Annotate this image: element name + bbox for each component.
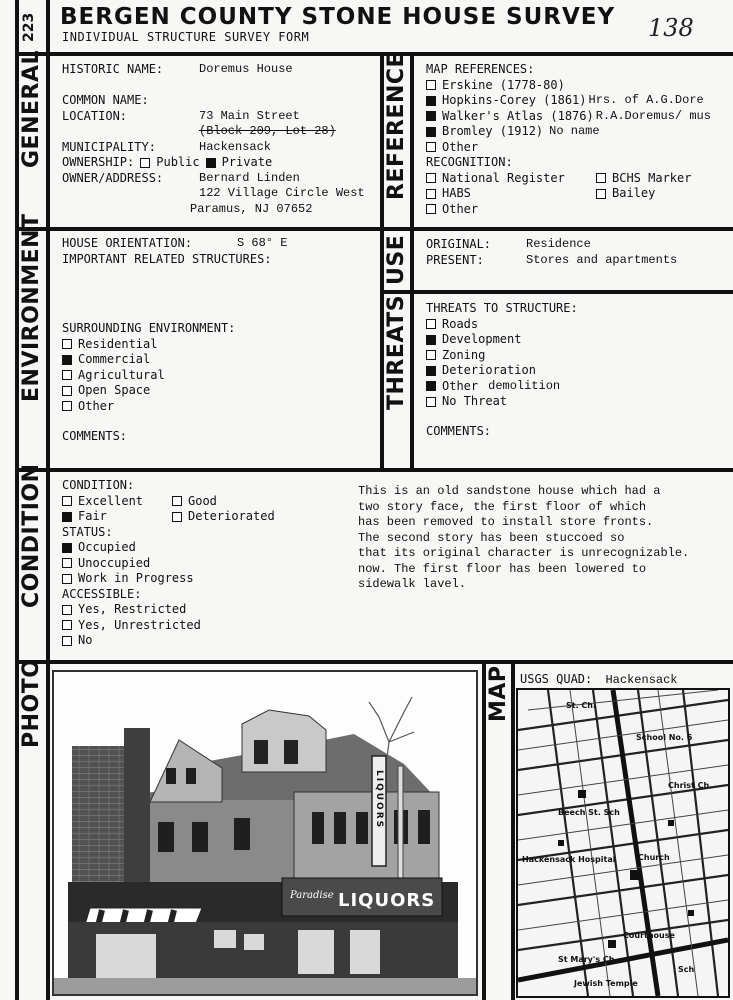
handwritten-number: 138 bbox=[648, 14, 694, 42]
map-label: Church bbox=[638, 853, 670, 862]
map-references-list bbox=[426, 78, 731, 156]
accessible-option: Yes, Restricted bbox=[78, 602, 187, 616]
status-option: Work in Progress bbox=[78, 571, 194, 585]
related-structures-label: IMPORTANT RELATED STRUCTURES: bbox=[62, 251, 272, 266]
section-label-use: USE bbox=[384, 234, 409, 285]
condition-label: CONDITION: bbox=[62, 478, 135, 492]
map-label: Hackensack Hospital bbox=[522, 855, 616, 864]
section-label-general: GENERAL bbox=[19, 49, 44, 168]
section-label-environment: ENVIRONMENT bbox=[19, 213, 44, 402]
municipality-label: MUNICIPALITY: bbox=[62, 139, 156, 154]
env-checkbox[interactable] bbox=[62, 401, 72, 411]
storefront-brand: Paradise bbox=[290, 890, 334, 901]
map-label: Sch bbox=[678, 965, 695, 974]
condition-bottom-line bbox=[15, 660, 733, 664]
env-option: Commercial bbox=[78, 352, 151, 366]
recognition-label-item: HABS bbox=[442, 186, 471, 200]
env-option: Other bbox=[78, 398, 115, 413]
house-photo bbox=[52, 670, 478, 996]
accessible-checkbox[interactable] bbox=[62, 620, 72, 630]
recognition-label-item: BCHS Marker bbox=[612, 170, 692, 185]
block-lot-value: (Block 209, Lot 28) bbox=[199, 124, 336, 138]
threats-label: THREATS TO STRUCTURE: bbox=[426, 301, 578, 315]
condition-block bbox=[62, 478, 352, 649]
owner-address-label: OWNER/ADDRESS: bbox=[62, 170, 164, 185]
usgs-map-image bbox=[518, 690, 728, 996]
general-bottom-line bbox=[15, 227, 733, 231]
environment-block bbox=[62, 236, 377, 445]
ownership-label: OWNERSHIP: bbox=[62, 155, 135, 169]
threat-option: Development bbox=[442, 332, 522, 346]
environment-bottom-line bbox=[15, 468, 733, 472]
recognition-checkbox[interactable] bbox=[426, 204, 436, 214]
condition-option: Fair bbox=[78, 509, 107, 523]
section-label-reference: REFERENCE bbox=[384, 51, 409, 200]
ref-label-divider bbox=[410, 52, 414, 470]
threat-checkbox[interactable] bbox=[426, 335, 436, 345]
usgs-quad-label: USGS QUAD: bbox=[520, 672, 593, 686]
description-line: has been removed to install store fronts. bbox=[358, 515, 654, 529]
threat-option: Roads bbox=[442, 316, 479, 331]
condition-option: Deteriorated bbox=[188, 509, 275, 523]
map-label: Jewish Temple bbox=[574, 979, 638, 988]
description-line: that its original character is unrecognizable. bbox=[358, 546, 690, 560]
form-title: BERGEN COUNTY STONE HOUSE SURVEY bbox=[60, 4, 616, 30]
general-block bbox=[62, 62, 377, 217]
map-label: Courthouse bbox=[623, 931, 675, 940]
threats-block bbox=[426, 301, 731, 439]
accessible-label: ACCESSIBLE: bbox=[62, 586, 142, 601]
form-subtitle: INDIVIDUAL STRUCTURE SURVEY FORM bbox=[62, 30, 310, 44]
use-bottom-line bbox=[380, 290, 733, 294]
location-value: 73 Main Street bbox=[199, 108, 300, 123]
condition-option: Excellent bbox=[78, 493, 144, 508]
map-ref-label: Other bbox=[442, 139, 479, 154]
orientation-label: HOUSE ORIENTATION: bbox=[62, 236, 193, 250]
env-checkbox[interactable] bbox=[62, 386, 72, 396]
usgs-map bbox=[516, 688, 730, 998]
description-line: This is an old sandstone house which had a bbox=[358, 484, 661, 498]
original-use-value: Residence bbox=[526, 237, 591, 251]
map-label: Christ Ch. bbox=[668, 781, 713, 790]
map-ref-note: R.A.Doremus/ mus bbox=[595, 108, 711, 123]
owner-street-value: 122 Village Circle West bbox=[199, 186, 365, 200]
accessible-checkbox[interactable] bbox=[62, 636, 72, 646]
description-line: now. The first floor has been lowered to bbox=[358, 561, 647, 576]
usgs-quad-value: Hackensack bbox=[605, 673, 678, 687]
env-checkbox[interactable] bbox=[62, 355, 72, 365]
storefront-sign: LIQUORS bbox=[338, 890, 436, 911]
recognition-label-item: National Register bbox=[442, 170, 565, 185]
owner-name-value: Bernard Linden bbox=[199, 170, 300, 185]
threat-checkbox[interactable] bbox=[426, 397, 436, 407]
section-label-map: MAP bbox=[486, 665, 511, 722]
description-line: The second story has been stuccoed so bbox=[358, 530, 625, 545]
map-label-divider bbox=[511, 660, 515, 1000]
map-ref-label: Erskine (1778-80) bbox=[442, 77, 565, 92]
status-checkbox[interactable] bbox=[62, 543, 72, 553]
section-label-divider bbox=[46, 0, 50, 1000]
private-checkbox[interactable] bbox=[206, 158, 216, 168]
header-bottom-line bbox=[15, 52, 733, 56]
common-name-label: COMMON NAME: bbox=[62, 93, 149, 107]
status-checkbox[interactable] bbox=[62, 574, 72, 584]
env-checkbox[interactable] bbox=[62, 370, 72, 380]
condition-checkbox[interactable] bbox=[172, 496, 182, 506]
threat-option: Deterioration bbox=[442, 363, 536, 377]
section-label-threats: THREATS bbox=[384, 294, 409, 410]
status-option: Unoccupied bbox=[78, 555, 151, 570]
map-ref-checkbox[interactable] bbox=[426, 80, 436, 90]
condition-checkbox[interactable] bbox=[62, 512, 72, 522]
threat-checkbox[interactable] bbox=[426, 319, 436, 329]
map-ref-label: Bromley (1912) bbox=[442, 124, 544, 138]
historic-name-label: HISTORIC NAME: bbox=[62, 62, 164, 76]
threats-comments-label: COMMENTS: bbox=[426, 423, 492, 438]
condition-description bbox=[358, 484, 728, 593]
form-number: 223 bbox=[21, 12, 37, 42]
map-ref-checkbox[interactable] bbox=[426, 142, 436, 152]
usgs-quad-row bbox=[520, 672, 678, 689]
threat-option: No Threat bbox=[442, 394, 508, 408]
orientation-value: S 68° E bbox=[237, 236, 288, 250]
municipality-value: Hackensack bbox=[199, 139, 272, 154]
vertical-sign-text: LIQUORS bbox=[374, 770, 384, 830]
map-references-label: MAP REFERENCES: bbox=[426, 62, 535, 76]
condition-option: Good bbox=[188, 493, 217, 508]
section-label-condition: CONDITION bbox=[19, 463, 44, 608]
map-ref-label: Hopkins-Corey (1861) bbox=[442, 93, 587, 107]
description-line: two story face, the first floor of which bbox=[358, 499, 647, 514]
reference-block bbox=[426, 62, 731, 217]
accessible-option: No bbox=[78, 633, 93, 647]
accessible-checkbox[interactable] bbox=[62, 605, 72, 615]
owner-city-value: Paramus, NJ 07652 bbox=[190, 201, 313, 216]
original-use-label: ORIGINAL: bbox=[426, 237, 492, 251]
map-ref-checkbox[interactable] bbox=[426, 111, 436, 121]
accessible-option: Yes, Unrestricted bbox=[78, 617, 201, 632]
public-label: Public bbox=[156, 155, 200, 169]
threat-checkbox[interactable] bbox=[426, 350, 436, 360]
use-block bbox=[426, 237, 731, 268]
threat-checkbox[interactable] bbox=[426, 366, 436, 376]
recognition-label: RECOGNITION: bbox=[426, 155, 513, 169]
threat-option: Other bbox=[442, 378, 479, 393]
env-option: Agricultural bbox=[78, 367, 165, 382]
recognition-checkbox[interactable] bbox=[596, 173, 606, 183]
present-use-label: PRESENT: bbox=[426, 252, 484, 267]
location-label: LOCATION: bbox=[62, 108, 128, 123]
condition-checkbox[interactable] bbox=[172, 512, 182, 522]
map-ref-note: Hrs. of A.G.Dore bbox=[588, 93, 704, 107]
map-label: Beech St. Sch bbox=[558, 808, 620, 817]
map-ref-checkbox[interactable] bbox=[426, 96, 436, 106]
historic-name-value: Doremus House bbox=[199, 62, 293, 76]
recognition-checkbox[interactable] bbox=[426, 173, 436, 183]
map-ref-note: No name bbox=[549, 124, 600, 138]
map-ref-label: Walker's Atlas (1876) bbox=[442, 108, 594, 123]
status-label: STATUS: bbox=[62, 524, 113, 539]
env-option: Open Space bbox=[78, 383, 151, 397]
public-checkbox[interactable] bbox=[140, 158, 150, 168]
condition-checkbox[interactable] bbox=[62, 496, 72, 506]
recognition-checkbox[interactable] bbox=[596, 189, 606, 199]
private-label: Private bbox=[221, 155, 273, 169]
surrounding-label: SURROUNDING ENVIRONMENT: bbox=[62, 321, 236, 335]
present-use-value: Stores and apartments bbox=[526, 252, 678, 267]
map-label: St. Ch. bbox=[566, 701, 597, 710]
environment-comments-label: COMMENTS: bbox=[62, 429, 128, 443]
house-photo-image bbox=[54, 672, 476, 994]
threat-option: Zoning bbox=[442, 347, 486, 362]
map-ref-checkbox[interactable] bbox=[426, 127, 436, 137]
threat-note: demolition bbox=[488, 378, 561, 393]
map-label: St Mary's Ch. bbox=[558, 955, 618, 964]
recognition-label-item: Other bbox=[442, 201, 479, 216]
recognition-label-item: Bailey bbox=[612, 186, 656, 200]
section-label-photo: PHOTO bbox=[19, 658, 44, 748]
env-option: Residential bbox=[78, 336, 158, 351]
description-line: sidewalk lavel. bbox=[358, 577, 467, 591]
env-checkbox[interactable] bbox=[62, 339, 72, 349]
status-option: Occupied bbox=[78, 540, 136, 554]
threat-checkbox[interactable] bbox=[426, 381, 436, 391]
map-label: School No. 6 bbox=[636, 733, 693, 742]
status-checkbox[interactable] bbox=[62, 558, 72, 568]
recognition-checkbox[interactable] bbox=[426, 189, 436, 199]
